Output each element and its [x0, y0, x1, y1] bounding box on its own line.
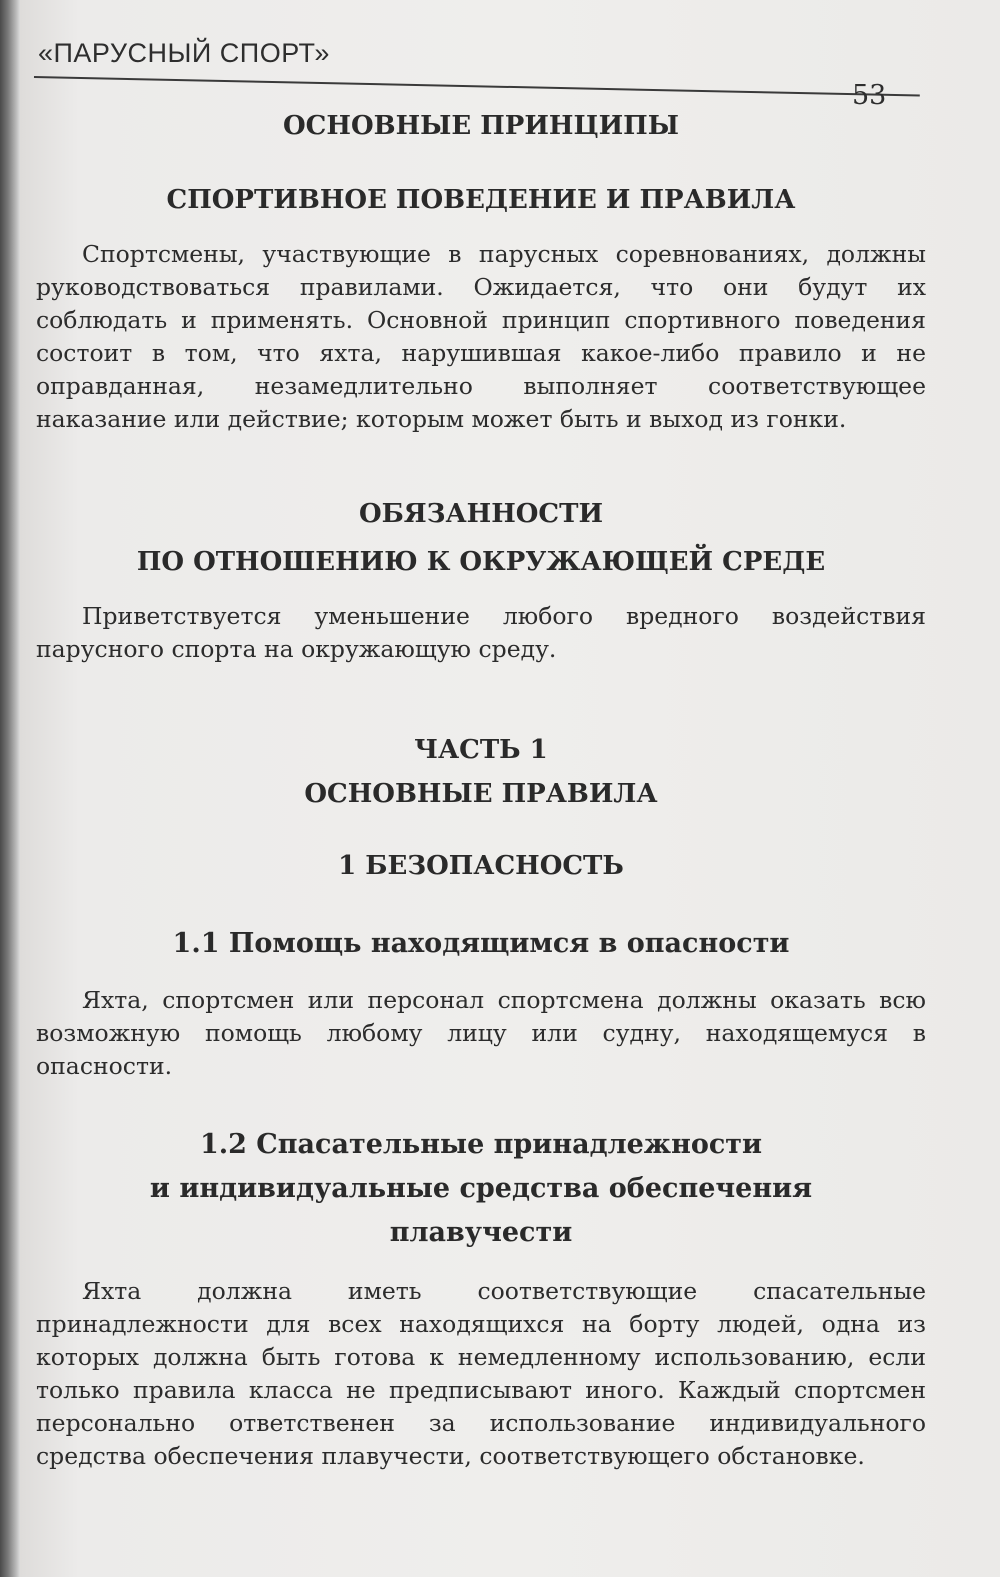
sportsmanship-paragraph: Спортсмены, участвующие в парусных соревнованиях, должны руководствоваться правилами. Ожидается, что они будут их соблюдать и применять. Основной принцип спортивного поведения состоит в том, что яхта, нарушившая какое-либо правило и не оправданная, незамедлительно выполняет соответствующее наказание или действие; которым может быть и выход из гонки. [36, 240, 926, 433]
rule-1-1-paragraph: Яхта, спортсмен или персонал спортсмена должны оказать всю возможную помощь любому лицу или судну, находящемуся в опасности. [36, 986, 926, 1080]
rule-1-2-paragraph: Яхта должна иметь соответствующие спасательные принадлежности для всех находящихся на борту людей, одна из которых должна быть готова к немедленному использованию, если только правила класса не предписывают иного. Каждый спортсмен персонально ответственен за использование индивидуального средства обеспечения плавучести, соответствующего обстановке. [36, 1277, 926, 1470]
part-heading-line1: ЧАСТЬ 1 [414, 735, 548, 765]
environment-heading-line2: ПО ОТНОШЕНИЮ К ОКРУЖАЮЩЕЙ СРЕДЕ [136, 547, 826, 577]
page-number: 53 [852, 80, 887, 111]
rule-1-1-heading: 1.1 Помощь находящимся в опасности [172, 928, 790, 959]
book-page [20, 0, 1000, 1577]
book-spine-shadow [0, 0, 20, 1577]
environment-heading-line1: ОБЯЗАННОСТИ [358, 499, 604, 529]
page-content [36, 100, 926, 1473]
environment-paragraph: Приветствуется уменьшение любого вредного воздействия парусного спорта на окружающую среду. [36, 602, 926, 663]
running-title: «ПАРУСНЫЙ СПОРТ» [38, 38, 330, 68]
rule-1-2-heading-line2: и индивидуальные средства обеспечения [149, 1173, 813, 1204]
rule-1-2-heading-line3: плавучести [389, 1217, 573, 1248]
rule-1-2-heading-line1: 1.2 Спасательные принадлежности [199, 1129, 763, 1160]
header-rule [34, 76, 920, 97]
part-heading-line2: ОСНОВНЫЕ ПРАВИЛА [304, 779, 658, 809]
safety-heading: 1 БЕЗОПАСНОСТЬ [338, 851, 624, 881]
sportsmanship-heading: СПОРТИВНОЕ ПОВЕДЕНИЕ И ПРАВИЛА [166, 185, 796, 215]
principles-heading: ОСНОВНЫЕ ПРИНЦИПЫ [283, 111, 679, 141]
